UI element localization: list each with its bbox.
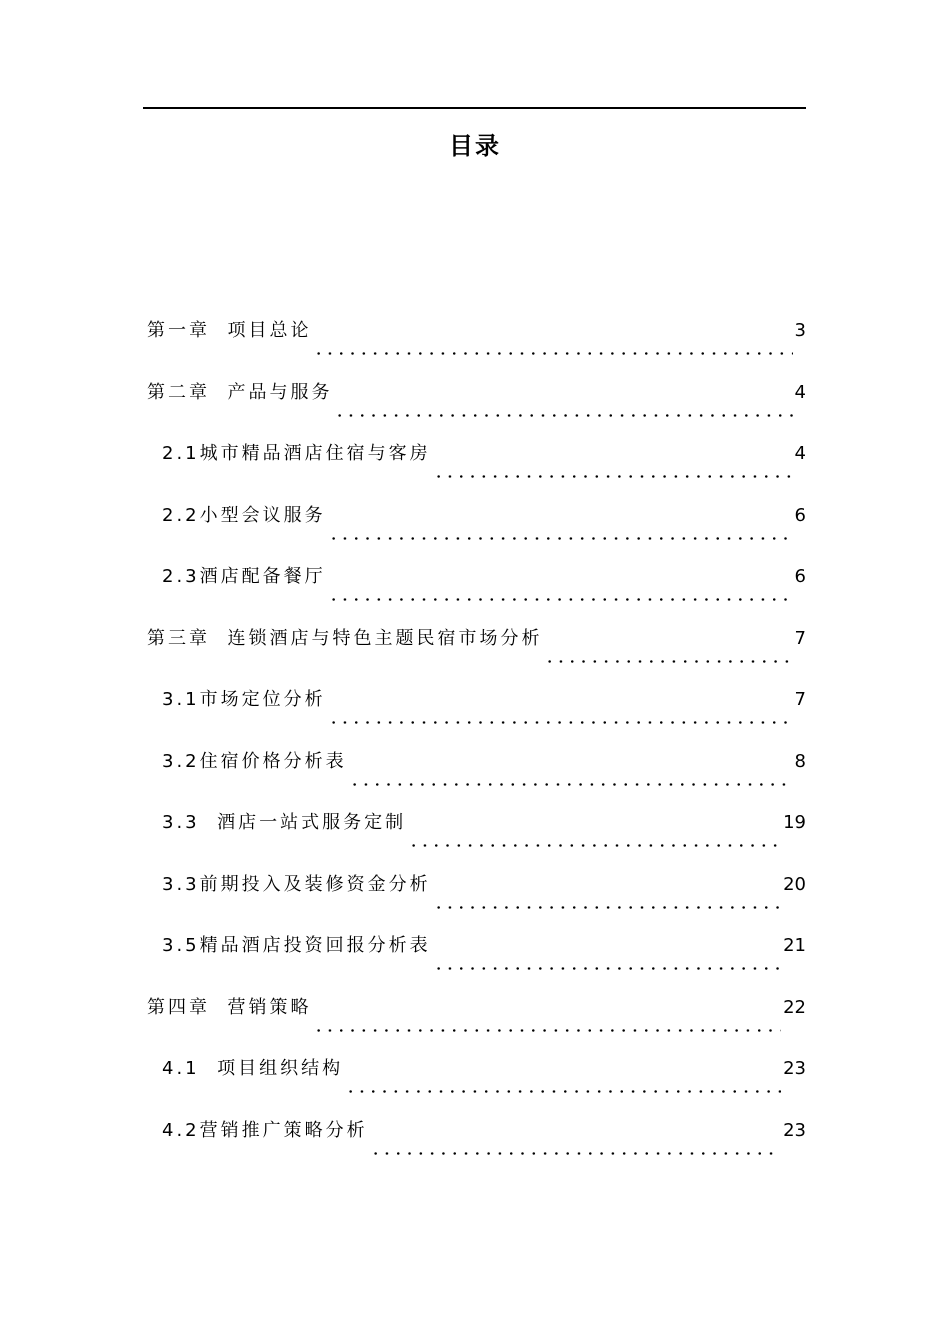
toc-entry-label: 2.1城市精品酒店住宿与客房 <box>162 443 431 464</box>
toc-entry-label: 2.3酒店配备餐厅 <box>162 566 326 587</box>
dot-leader <box>408 844 781 847</box>
toc-section-entry[interactable] <box>147 439 806 501</box>
dot-leader <box>328 537 793 540</box>
toc-entry-page-number: 22 <box>783 996 806 1018</box>
toc-entry-page-number: 7 <box>794 627 806 649</box>
dot-leader <box>313 1029 781 1032</box>
toc-entry-label: 第二章 产品与服务 <box>147 381 333 403</box>
dot-leader <box>433 906 781 909</box>
toc-section-entry[interactable] <box>147 870 806 932</box>
toc-section-entry[interactable] <box>147 562 806 624</box>
toc-entry-page-number: 20 <box>783 873 806 895</box>
toc-section-entry[interactable] <box>147 747 806 809</box>
toc-section-entry[interactable] <box>147 1116 806 1178</box>
toc-entry-page-number: 19 <box>783 812 806 833</box>
toc-entry-page-number: 4 <box>794 443 806 464</box>
toc-entry-page-number: 3 <box>794 320 806 341</box>
toc-entry-page-number: 23 <box>783 1058 806 1079</box>
toc-entry-label: 3.2住宿价格分析表 <box>162 750 347 772</box>
dot-leader <box>544 660 792 663</box>
page-title: 目录 <box>449 132 501 160</box>
toc-entry-page-number: 4 <box>794 381 806 403</box>
dot-leader <box>433 967 781 970</box>
toc-entry-label: 2.2小型会议服务 <box>162 504 326 526</box>
toc-entry-page-number: 6 <box>794 566 806 587</box>
dot-leader <box>433 475 793 478</box>
toc-section-entry[interactable] <box>147 685 806 747</box>
toc-entry-label: 3.3前期投入及装修资金分析 <box>162 873 431 895</box>
header-rule <box>143 107 806 109</box>
toc-chapter-entry[interactable] <box>147 378 806 440</box>
toc-section-entry[interactable] <box>147 501 806 563</box>
toc-entry-page-number: 21 <box>783 935 806 956</box>
dot-leader <box>345 1090 781 1093</box>
dot-leader <box>328 721 793 724</box>
toc-section-entry[interactable] <box>147 1054 806 1116</box>
toc-entry-label: 4.1 项目组织结构 <box>162 1058 344 1079</box>
toc-entry-page-number: 7 <box>794 689 806 710</box>
toc-entry-label: 第三章 连锁酒店与特色主题民宿市场分析 <box>147 627 543 649</box>
toc-entry-label: 4.2营销推广策略分析 <box>162 1119 368 1141</box>
dot-leader <box>313 352 792 355</box>
toc-chapter-entry[interactable] <box>147 993 806 1055</box>
toc-entry-page-number: 6 <box>794 504 806 526</box>
toc-entry-label: 3.3 酒店一站式服务定制 <box>162 812 407 833</box>
toc-entry-page-number: 23 <box>783 1119 806 1141</box>
table-of-contents <box>147 316 806 1177</box>
dot-leader <box>349 783 793 786</box>
dot-leader <box>370 1152 781 1155</box>
dot-leader <box>328 598 793 601</box>
toc-chapter-entry[interactable] <box>147 316 806 378</box>
toc-entry-label: 第一章 项目总论 <box>147 320 312 341</box>
toc-entry-label: 3.5精品酒店投资回报分析表 <box>162 935 431 956</box>
toc-section-entry[interactable] <box>147 931 806 993</box>
toc-entry-label: 3.1市场定位分析 <box>162 689 326 710</box>
dot-leader <box>334 414 792 417</box>
toc-chapter-entry[interactable] <box>147 624 806 686</box>
toc-section-entry[interactable] <box>147 808 806 870</box>
toc-entry-label: 第四章 营销策略 <box>147 996 312 1018</box>
toc-entry-page-number: 8 <box>794 750 806 772</box>
